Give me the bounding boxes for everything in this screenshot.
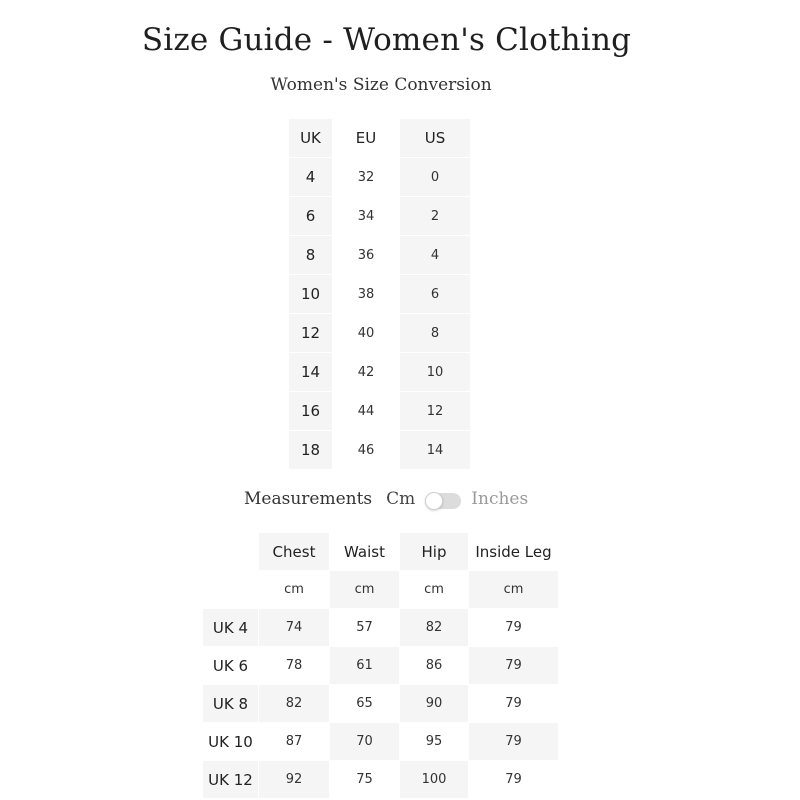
table-row	[203, 723, 559, 761]
measurements-table	[203, 533, 559, 799]
waist-cell: 70	[330, 723, 400, 761]
eu-size-cell: 32	[332, 158, 400, 197]
table-row	[289, 314, 470, 353]
header-chest: Chest	[259, 533, 330, 571]
unit-chest: cm	[259, 571, 330, 609]
header-waist: Waist	[330, 533, 400, 571]
eu-size-cell: 36	[332, 236, 400, 275]
chest-cell: 82	[259, 685, 330, 723]
table-row	[203, 609, 559, 647]
uk-size-cell: 10	[289, 275, 332, 314]
inside-leg-cell: 79	[469, 761, 559, 799]
uk-size-cell: 18	[289, 431, 332, 470]
table-row	[203, 685, 559, 723]
uk-size-cell: 16	[289, 392, 332, 431]
page-title: Size Guide - Women's Clothing	[141, 22, 632, 58]
eu-size-cell: 46	[332, 431, 400, 470]
size-label-cell: UK 6	[203, 647, 259, 685]
size-label-cell: UK 4	[203, 609, 259, 647]
hip-cell: 95	[400, 723, 469, 761]
size-conversion-table	[289, 119, 470, 470]
waist-cell: 65	[330, 685, 400, 723]
waist-cell: 75	[330, 761, 400, 799]
eu-size-cell: 34	[332, 197, 400, 236]
conversion-header-row	[289, 119, 470, 158]
table-row	[203, 647, 559, 685]
size-label-cell: UK 8	[203, 685, 259, 723]
waist-cell: 61	[330, 647, 400, 685]
inside-leg-cell: 79	[469, 647, 559, 685]
chest-cell: 92	[259, 761, 330, 799]
inside-leg-cell: 79	[469, 609, 559, 647]
size-label-cell: UK 12	[203, 761, 259, 799]
unit-size-blank	[203, 571, 259, 609]
chest-cell: 74	[259, 609, 330, 647]
unit-toggle-switch[interactable]	[425, 493, 461, 509]
unit-inches-label[interactable]: Inches	[471, 489, 529, 509]
uk-size-cell: 4	[289, 158, 332, 197]
eu-size-cell: 44	[332, 392, 400, 431]
unit-waist: cm	[330, 571, 400, 609]
us-size-cell: 4	[400, 236, 470, 275]
us-size-cell: 2	[400, 197, 470, 236]
uk-size-cell: 8	[289, 236, 332, 275]
hip-cell: 82	[400, 609, 469, 647]
chest-cell: 78	[259, 647, 330, 685]
hip-cell: 100	[400, 761, 469, 799]
us-size-cell: 14	[400, 431, 470, 470]
table-row	[289, 197, 470, 236]
table-row	[289, 431, 470, 470]
eu-size-cell: 40	[332, 314, 400, 353]
table-row	[289, 392, 470, 431]
us-size-cell: 12	[400, 392, 470, 431]
us-size-cell: 6	[400, 275, 470, 314]
table-row	[289, 236, 470, 275]
uk-size-cell: 14	[289, 353, 332, 392]
inside-leg-cell: 79	[469, 685, 559, 723]
waist-cell: 57	[330, 609, 400, 647]
toggle-knob	[425, 492, 443, 510]
us-size-cell: 10	[400, 353, 470, 392]
header-inside-leg: Inside Leg	[469, 533, 559, 571]
eu-size-cell: 42	[332, 353, 400, 392]
size-label-cell: UK 10	[203, 723, 259, 761]
table-row	[289, 158, 470, 197]
chest-cell: 87	[259, 723, 330, 761]
header-eu: EU	[332, 119, 400, 158]
unit-hip: cm	[400, 571, 469, 609]
hip-cell: 90	[400, 685, 469, 723]
uk-size-cell: 6	[289, 197, 332, 236]
header-hip: Hip	[400, 533, 469, 571]
measurements-label: Measurements	[244, 489, 373, 509]
header-size-blank	[203, 533, 259, 571]
table-row	[289, 275, 470, 314]
hip-cell: 86	[400, 647, 469, 685]
header-uk: UK	[289, 119, 332, 158]
us-size-cell: 8	[400, 314, 470, 353]
uk-size-cell: 12	[289, 314, 332, 353]
header-us: US	[400, 119, 470, 158]
eu-size-cell: 38	[332, 275, 400, 314]
inside-leg-cell: 79	[469, 723, 559, 761]
table-row	[289, 353, 470, 392]
measurements-unit-header-row	[203, 571, 559, 609]
measurements-unit-row	[244, 487, 528, 511]
unit-inside-leg: cm	[469, 571, 559, 609]
table-row	[203, 761, 559, 799]
conversion-subtitle: Women's Size Conversion	[270, 75, 492, 95]
us-size-cell: 0	[400, 158, 470, 197]
measurements-header-row	[203, 533, 559, 571]
unit-cm-label[interactable]: Cm	[386, 489, 416, 509]
